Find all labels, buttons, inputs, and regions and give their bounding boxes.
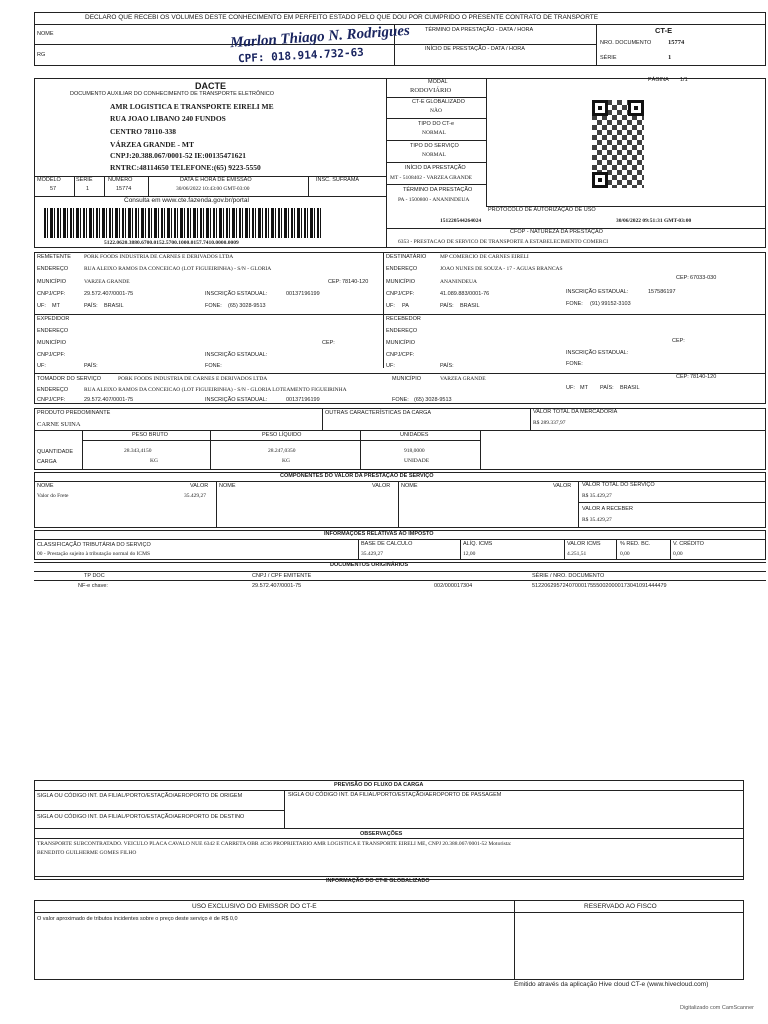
rem-name: PORK FOODS INDUSTRIA DE CARNES E DERIVADOS LTDA	[84, 254, 234, 260]
rec-fone-label: FONE:	[566, 361, 583, 367]
dacte-subtitle: DOCUMENTO AUXILIAR DO CONHECIMENTO DE TRANSPORTE ELETRÔNICO	[70, 91, 275, 97]
tom-cep: 78140-120	[690, 374, 717, 380]
exp-label: EXPEDIDOR	[37, 316, 70, 322]
chave-acesso: 5122.0620.3880.6700.0152.5700.1000.0157.7410.0000.0009	[104, 240, 239, 246]
emissor-label: USO EXCLUSIVO DO EMISSOR DO CT-E	[192, 903, 317, 910]
tom-cep-label: CEP:	[676, 374, 689, 380]
tipo-servico-label: TIPO DO SERVIÇO	[410, 143, 459, 149]
rem-end: RUA ALEIXO RAMOS DA CONCEICAO (LOT FIGUEIRINHA) - S/N - GLORIA	[84, 266, 272, 272]
frete-valor: 35.429,27	[184, 493, 206, 499]
total-servico-label: VALOR TOTAL DO SERVIÇO	[582, 482, 655, 488]
tom-uf-label: UF:	[566, 385, 575, 391]
tom-end-label: ENDEREÇO	[37, 387, 69, 393]
exp-mun-label: MUNICÍPIO	[37, 340, 67, 346]
valor-icms-label: VALOR ICMS	[567, 541, 601, 547]
peso-liquido-label: PESO LÍQUIDO	[262, 432, 302, 438]
nome-label: NOME	[37, 31, 54, 37]
modal-label: MODAL	[428, 79, 448, 85]
rec-label: RECEBEDOR	[386, 316, 421, 322]
modelo-value: 57	[50, 186, 57, 192]
produto-label: PRODUTO PREDOMINANTE	[37, 410, 111, 416]
aliq-value: 12,00	[463, 551, 476, 557]
dest-cnpj-label: CNPJ/CPF:	[386, 291, 415, 297]
termino-receipt-label: TÉRMINO DA PRESTAÇÃO - DATA / HORA	[425, 27, 534, 33]
exp-cep-label: CEP:	[322, 340, 335, 346]
dest-mun: ANANINDEUA	[440, 279, 477, 285]
termino-prest-label: TÉRMINO DA PRESTAÇÃO	[403, 187, 473, 193]
tom-label: TOMADOR DO SERVIÇO	[37, 376, 101, 382]
company-rntrc: RNTRC:48114650 TELEFONE:(65) 9223-5550	[110, 163, 261, 172]
dest-ie: 157586197	[648, 289, 676, 295]
valor-receber: R$ 35.429,27	[582, 517, 612, 523]
dest-uf: PA	[402, 303, 409, 309]
tom-pais: BRASIL	[620, 385, 640, 391]
dacte-title: DACTE	[195, 81, 226, 91]
protocolo-value: 151220544264024	[440, 218, 482, 224]
rec-end-label: ENDEREÇO	[386, 328, 418, 334]
inicio-prest-value: MT - 5108402 - VARZEA GRANDE	[390, 175, 473, 181]
base-value: 35.429,27	[361, 551, 383, 557]
class-trib: 00 - Prestação sujeito à tributação normal do ICMS	[37, 551, 151, 557]
tom-ie: 00137196199	[286, 397, 320, 403]
rem-fone: (65) 3028-9513	[228, 303, 266, 309]
dest-mun-label: MUNICÍPIO	[386, 279, 416, 285]
barcode-icon	[44, 208, 322, 238]
rem-pais: BRASIL	[104, 303, 124, 309]
outras-label: OUTRAS CARACTERÍSTICAS DA CARGA	[325, 410, 432, 416]
protocolo-data: 30/06/2022 09:51:31 GMT-03:00	[616, 218, 692, 224]
exp-cnpj-label: CNPJ/CPF:	[37, 352, 66, 358]
nome-col3: NOME	[401, 483, 418, 489]
cfop-value: 6353 - PRESTACAO DE SERVICO DE TRANSPORTE A ESTABELECIMENTO COMERCI	[398, 239, 609, 245]
valor-col1: VALOR	[190, 483, 209, 489]
tipo-cte-value: NORMAL	[422, 130, 446, 136]
modelo-label: MODELO	[37, 177, 61, 183]
doc-type: CT-E	[655, 26, 673, 35]
rec-ie-label: INSCRIÇÃO ESTADUAL:	[566, 350, 629, 356]
observacoes-line2: BENEDITO GUILHERME GOMES FILHO	[37, 850, 137, 856]
fluxo-origem: SIGLA OU CÓDIGO INT. DA FILIAL/PORTO/ESTAÇÃO/AEROPORTO DE ORIGEM	[37, 793, 243, 799]
dest-fone: (91) 99152-3103	[590, 301, 631, 307]
tom-fone: (65) 3028-9513	[414, 397, 452, 403]
tipo-cte-label: TIPO DO CT-e	[418, 121, 455, 127]
cargo-frame	[34, 408, 766, 470]
rec-cnpj-label: CNPJ/CPF:	[386, 352, 415, 358]
company-name: AMR LOGISTICA E TRANSPORTE EIRELI ME	[110, 102, 274, 111]
fisco-label: RESERVADO AO FISCO	[584, 903, 657, 910]
company-cnpj: CNPJ:20.388.067/0001-52 IE:00135471621	[110, 151, 247, 160]
valor-col3: VALOR	[553, 483, 572, 489]
nfe-chave: 51220629572407000175550020000173041091444479	[532, 583, 667, 589]
peso-bruto-value: 28.343,4150	[124, 448, 152, 454]
valor-icms: 4.251,51	[567, 551, 587, 557]
tom-pais-label: PAÍS:	[600, 385, 614, 391]
unidades-value: 918,0000	[404, 448, 425, 454]
tp-doc-label: TP DOC	[84, 573, 105, 579]
pagina-value: 1/1	[680, 77, 688, 83]
rem-cep-label: CEP:	[328, 279, 341, 285]
scanner-text: Digitalizado com CamScanner	[680, 1005, 754, 1011]
rem-mun: VARZEA GRANDE	[84, 279, 130, 285]
company-city: VÁRZEA GRANDE - MT	[110, 140, 194, 149]
tom-ie-label: INSCRIÇÃO ESTADUAL:	[205, 397, 268, 403]
cfop-label: CFOP - NATUREZA DA PRESTAÇÃO	[510, 229, 603, 235]
rem-label: REMETENTE	[37, 254, 71, 260]
exp-fone-label: FONE:	[205, 363, 222, 369]
produto-value: CARNE SUINA	[37, 421, 81, 428]
peso-bruto-unit: KG	[150, 458, 158, 464]
valor-receber-label: VALOR A RECEBER	[582, 506, 633, 512]
fluxo-title: PREVISÃO DO FLUXO DA CARGA	[334, 782, 424, 788]
tom-cnpj: 29.572.407/0001-75	[84, 397, 134, 403]
rec-pais-label: PAÍS:	[440, 363, 454, 369]
valor-mercadoria-label: VALOR TOTAL DA MERCADORIA	[533, 409, 618, 415]
dest-pais-label: PAÍS:	[440, 303, 454, 309]
tom-fone-label: FONE:	[392, 397, 409, 403]
rem-mun-label: MUNICÍPIO	[37, 279, 67, 285]
red-label: % RED. BC.	[620, 541, 651, 547]
exp-uf-label: UF:	[37, 363, 46, 369]
dest-cep-label: CEP:	[676, 275, 689, 281]
company-district: CENTRO 78110-338	[110, 127, 177, 136]
exp-ie-label: INSCRIÇÃO ESTADUAL:	[205, 352, 268, 358]
base-label: BASE DE CALCULO	[361, 541, 413, 547]
total-servico: R$ 35.429,27	[582, 493, 612, 499]
suframa-label: INSC. SUFRAMA	[316, 177, 360, 183]
numero-label: NÚMERO	[108, 177, 133, 183]
termino-prest-value: PA - 1500800 - ANANINDEUA	[398, 197, 470, 203]
nro-doc-label: NRO. DOCUMENTO	[600, 40, 652, 46]
serie-receipt-label: SÉRIE	[600, 55, 617, 61]
company-street: RUA JOAO LIBANO 240 FUNDOS	[110, 114, 226, 123]
serie-receipt: 1	[668, 54, 672, 61]
peso-bruto-label: PESO BRUTO	[132, 432, 168, 438]
cred-label: V. CRÉDITO	[673, 541, 704, 547]
serie-nro-label: SÉRIE / NRO. DOCUMENTO	[532, 573, 605, 579]
peso-liquido-value: 28.247,0350	[268, 448, 296, 454]
numero-value: 15774	[116, 186, 132, 192]
modal-value: RODOVIÁRIO	[410, 87, 452, 94]
dest-ie-label: INSCRIÇÃO ESTADUAL:	[566, 289, 629, 295]
prestacao-title: COMPONENTES DO VALOR DA PRESTAÇÃO DE SERVIÇO	[280, 473, 434, 479]
tom-mun: VARZEA GRANDE	[440, 376, 486, 382]
dest-cep: 67033-030	[690, 275, 717, 281]
tom-mun-label: MUNICÍPIO	[392, 376, 422, 382]
fluxo-destino: SIGLA OU CÓDIGO INT. DA FILIAL/PORTO/ESTAÇÃO/AEROPORTO DE DESTINO	[37, 814, 245, 820]
peso-liquido-unit: KG	[282, 458, 290, 464]
quantidade-label: QUANTIDADE	[37, 449, 74, 455]
red-value: 0,00	[620, 551, 630, 557]
protocolo-label: PROTOCOLO DE AUTORIZAÇÃO DE USO	[488, 207, 596, 213]
serie-value: 1	[86, 186, 90, 192]
rem-uf-label: UF:	[37, 303, 46, 309]
rem-cnpj-label: CNPJ/CPF:	[37, 291, 66, 297]
nfe-cnpj: 29.572.407/0001-75	[252, 583, 302, 589]
carga-label: CARGA	[37, 459, 57, 465]
dest-label: DESTINATÁRIO	[386, 254, 427, 260]
nro-doc: 15774	[668, 39, 685, 46]
rem-cep: 78140-120	[342, 279, 369, 285]
valor-col2: VALOR	[372, 483, 391, 489]
rem-fone-label: FONE:	[205, 303, 222, 309]
rec-mun-label: MUNICÍPIO	[386, 340, 416, 346]
rem-end-label: ENDEREÇO	[37, 266, 69, 272]
rem-cnpj: 29.572.407/0001-75	[84, 291, 134, 297]
inicio-receipt-label: INÍCIO DE PRESTAÇÃO - DATA / HORA	[425, 46, 525, 52]
globalizado-label: INFORMAÇÃO DO CT-E GLOBALIZADO	[326, 878, 430, 884]
tom-name: PORK FOODS INDUSTRIA DE CARNES E DERIVADOS LTDA	[118, 376, 268, 382]
dest-fone-label: FONE:	[566, 301, 583, 307]
rem-pais-label: PAÍS:	[84, 303, 98, 309]
cred-value: 0,00	[673, 551, 683, 557]
originarios-title: DOCUMENTOS ORIGINÁRIOS	[330, 562, 409, 568]
class-trib-label: CLASSIFICAÇÃO TRIBUTÁRIA DO SERVIÇO	[37, 542, 151, 548]
tributos-text: O valor aproximado de tributos incidentes sobre o preço deste serviço é de R$ 0,0	[37, 916, 238, 922]
dest-pais: BRASIL	[460, 303, 480, 309]
observacoes-line1: TRANSPORTE SUBCONTRATADO. VEICULO PLACA CAVALO NUE 6342 E CARRETA OBR 4C36 PROPRIETARIO AMR LOGISTICA E TRANSPORTE EIRELI ME, CNPJ 20.388.067/0001-52 Motorista:	[37, 841, 512, 847]
rg-label: RG	[37, 52, 46, 58]
tom-cnpj-label: CNPJ/CPF:	[37, 397, 66, 403]
emissao-label: DATA E HORA DE EMISSÃO	[180, 177, 252, 183]
valor-mercadoria: R$ 289.337,97	[533, 420, 566, 426]
dest-uf-label: UF:	[386, 303, 395, 309]
tom-uf: MT	[580, 385, 588, 391]
rec-cep-label: CEP:	[672, 338, 685, 344]
exp-end-label: ENDEREÇO	[37, 328, 69, 334]
unidades-label: UNIDADES	[400, 432, 429, 438]
dest-end: JOAO NUNES DE SOUZA - 17 - AGUAS BRANCAS	[440, 266, 563, 272]
consulta-text: Consulta em www.cte.fazenda.gov.br/portal	[124, 197, 249, 204]
pagina-label: PÁGINA	[648, 77, 669, 83]
rem-uf: MT	[52, 303, 60, 309]
dest-cnpj: 41.089.883/0001-76	[440, 291, 490, 297]
receipt-declaration: DECLARO QUE RECEBI OS VOLUMES DESTE CONHECIMENTO EM PERFEITO ESTADO PELO QUE DOU POR CUMPRIDO O PRESENTE CONTRATO DE TRANSPORTE	[85, 14, 599, 21]
frete-label: Valor do Frete	[37, 493, 69, 499]
observacoes-title: OBSERVAÇÕES	[360, 831, 403, 837]
aliq-label: ALÍQ. ICMS	[463, 541, 493, 547]
dest-end-label: ENDEREÇO	[386, 266, 418, 272]
cte-glob-label: CT-E GLOBALIZADO	[412, 99, 465, 105]
nfe-serie: 002/000017304	[434, 583, 473, 589]
unidades-unit: UNIDADE	[404, 458, 430, 464]
emissao-value: 30/06/2022 10:43:00 GMT-03:00	[176, 186, 250, 192]
imposto-title: INFORMAÇÕES RELATIVAS AO IMPOSTO	[324, 531, 434, 537]
serie-label: SÉRIE	[76, 177, 93, 183]
cnpj-emit-label: CNPJ / CPF EMITENTE	[252, 573, 312, 579]
rem-ie-label: INSCRIÇÃO ESTADUAL:	[205, 291, 268, 297]
dest-name: MP COMERCIO DE CARNES EIRELI	[440, 254, 529, 260]
rem-ie: 00137196199	[286, 291, 320, 297]
fluxo-passagem: SIGLA OU CÓDIGO INT. DA FILIAL/PORTO/ESTAÇÃO/AEROPORTO DE PASSAGEM	[288, 792, 502, 798]
signature-cpf: CPF: 018.914.732-63	[237, 45, 365, 66]
nome-col1: NOME	[37, 483, 54, 489]
signature-name: Marlon Thiago N. Rodrigues	[229, 22, 411, 52]
cte-glob-value: NÃO	[430, 108, 442, 114]
inicio-prest-label: INÍCIO DA PRESTAÇÃO	[405, 165, 466, 171]
exp-pais-label: PAÍS:	[84, 363, 98, 369]
tipo-servico-value: NORMAL	[422, 152, 446, 158]
qr-code-icon	[592, 100, 644, 188]
rec-uf-label: UF:	[386, 363, 395, 369]
hive-text: Emitido através da aplicação Hive cloud CT-e (www.hivecloud.com)	[514, 981, 709, 988]
nome-col2: NOME	[219, 483, 236, 489]
tom-end: RUA ALEIXO RAMOS DA CONCEICAO (LOT FIGUEIRINHA) - S/N - GLORIA LOTEAMENTO FIGUEIRINHA	[84, 387, 347, 393]
nfe-tp: NF-e chave:	[78, 583, 108, 589]
